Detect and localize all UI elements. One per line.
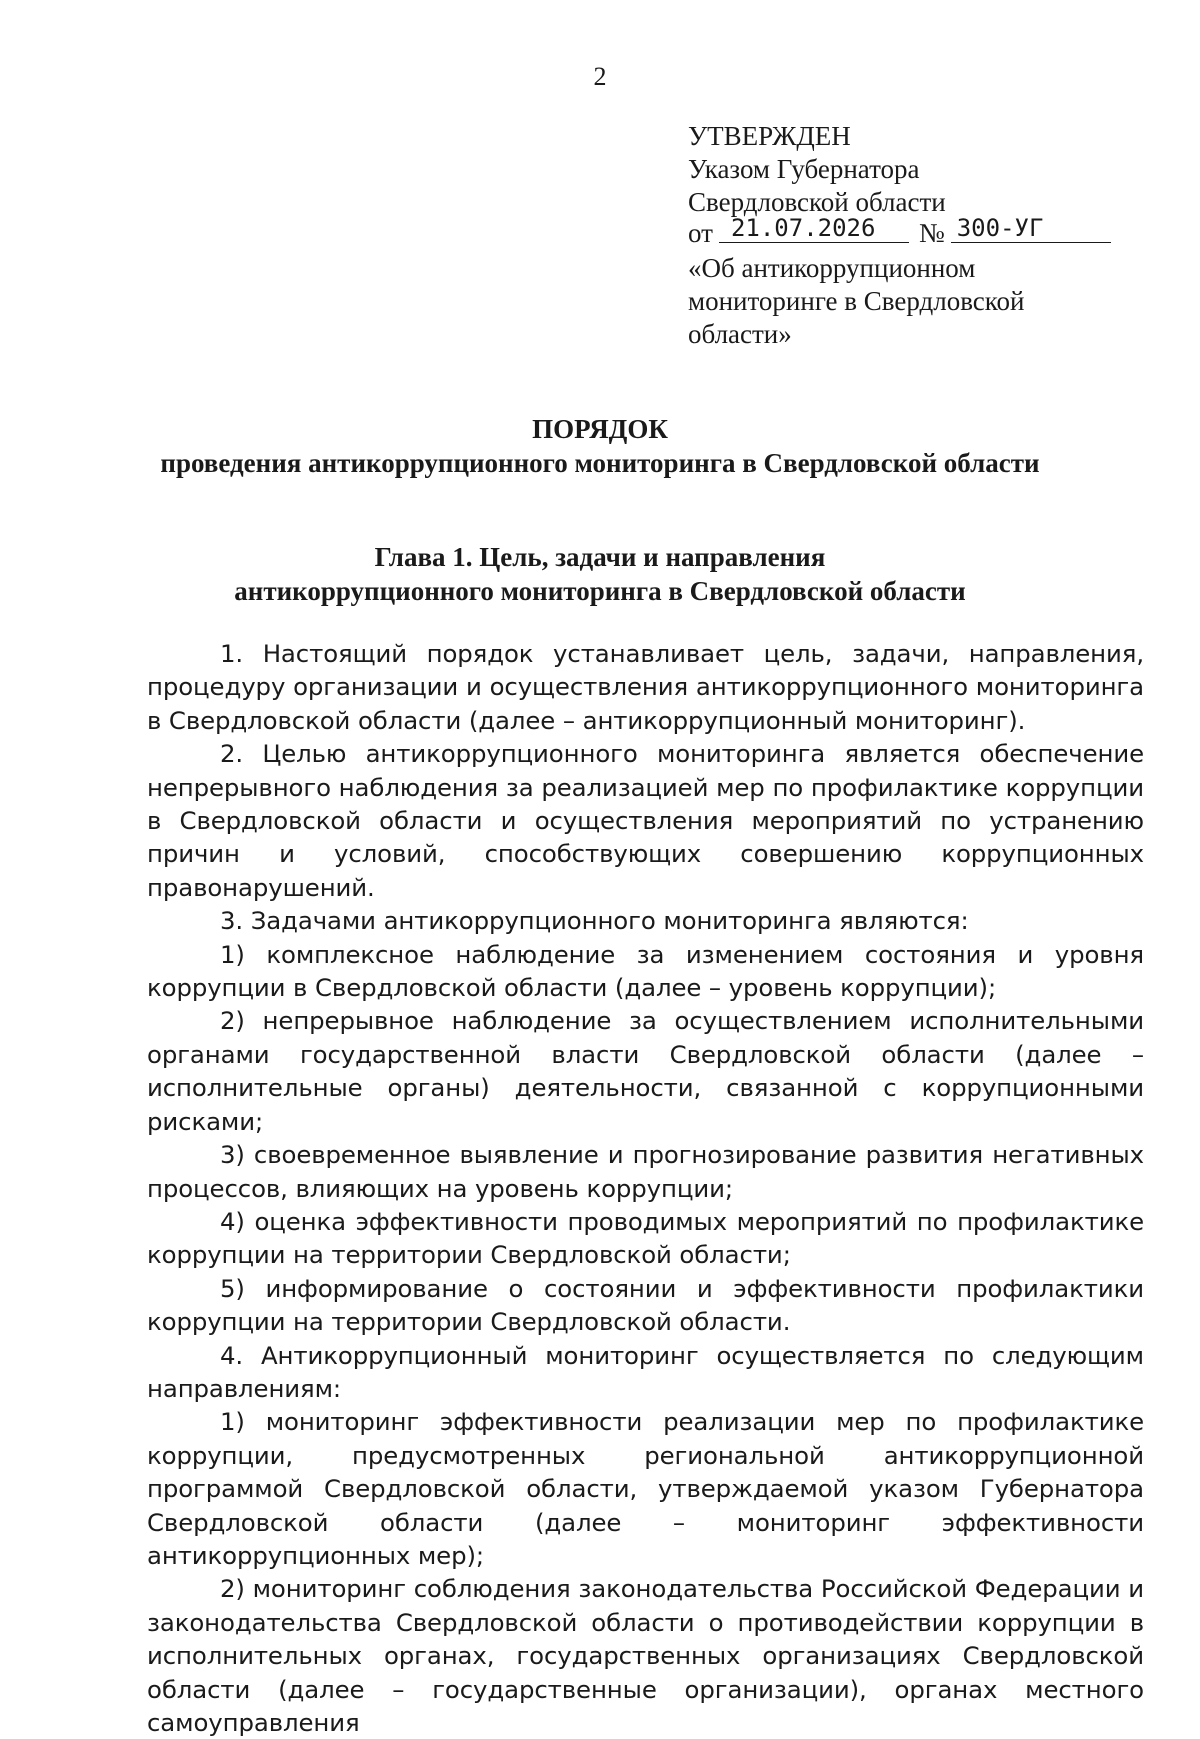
- paragraph: 1. Настоящий порядок устанавливает цель, задачи, направления, процедуру организации и осуществления антикоррупционного мониторинга в Свердловской области (далее – антикоррупционный мониторинг).: [147, 639, 1144, 735]
- document-title-line-2: проведения антикоррупционного мониторинга в Свердловской области: [160, 448, 1040, 478]
- paragraph: 4) оценка эффективности проводимых мероприятий по профилактике коррупции на территории Свердловской области;: [147, 1206, 1144, 1270]
- paragraph: 2) непрерывное наблюдение за осуществлением исполнительными органами государственной власти Свердловской области (далее – исполнительные органы) деятельности, связанной с коррупционными рисками;: [147, 1006, 1144, 1136]
- paragraph: 3) своевременное выявление и прогнозирование развития негативных процессов, влияющих на уровень коррупции;: [147, 1140, 1144, 1203]
- number-label: №: [918, 218, 945, 248]
- approval-block: [688, 120, 1148, 351]
- approval-authority: Указом Губернатора: [688, 154, 920, 184]
- paragraph: 2) мониторинг соблюдения законодательства Российской Федерации и законодательства Свердловской области о противодействии коррупции в исполнительных органах, государственных организациях Свердловской области (далее – государственные организации), органах местного самоуправления: [147, 1574, 1144, 1737]
- chapter-heading-line-1: Глава 1. Цель, задачи и направления: [374, 542, 826, 572]
- chapter-heading-line-2: антикоррупционного мониторинга в Свердловской области: [234, 576, 966, 606]
- document-title-line-1: ПОРЯДОК: [532, 414, 668, 444]
- paragraph: 1) комплексное наблюдение за изменением состояния и уровня коррупции в Свердловской области (далее – уровень коррупции);: [147, 939, 1144, 1003]
- paragraph: 2. Целью антикоррупционного мониторинга является обеспечение непрерывного наблюдения за реализацией мер по профилактике коррупции в Свердловской области и осуществления мероприятий по устранению причин и условий, способствующих совершению коррупционных правонарушений.: [147, 739, 1144, 902]
- approval-decree-title-2: мониторинге в Свердловской: [688, 286, 1025, 316]
- from-label: от: [688, 218, 713, 248]
- paragraph: 3. Задачами антикоррупционного мониторинга являются:: [220, 906, 969, 936]
- document-title: [0, 412, 1200, 480]
- approval-decree-title-3: области»: [688, 319, 792, 349]
- document-body: [147, 637, 1144, 1739]
- paragraph: 4. Антикоррупционный мониторинг осуществляется по следующим направлениям:: [147, 1340, 1144, 1403]
- approval-heading: УТВЕРЖДЕН: [688, 121, 851, 151]
- approval-region: Свердловской области: [688, 187, 946, 217]
- approval-decree-title-1: «Об антикоррупционном: [688, 253, 976, 283]
- paragraph: 1) мониторинг эффективности реализации мер по профилактике коррупции, предусмотренных региональной антикоррупционной программой Свердловской области, утверждаемой указом Губернатора Свердловской области (далее – мониторинг эффективности антикоррупционных мер);: [147, 1407, 1144, 1570]
- chapter-heading: [0, 540, 1200, 608]
- approval-date-number-line: [688, 214, 1148, 250]
- approval-date: 21.07.2026: [719, 214, 909, 243]
- approval-number: 300-УГ: [951, 214, 1111, 243]
- paragraph: 5) информирование о состоянии и эффективности профилактики коррупции на территории Свердловской области.: [147, 1273, 1144, 1337]
- page-number: 2: [593, 62, 607, 91]
